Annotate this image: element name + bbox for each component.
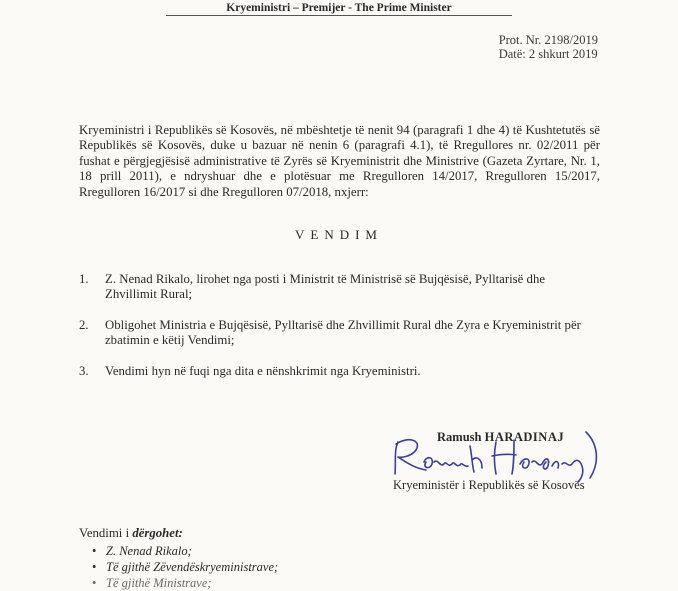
item-number: 3. [79, 364, 89, 378]
signer-title: Kryeministër i Republikës së Kosovës [393, 478, 585, 492]
distribution-label-emphasis: dërgohet: [132, 526, 183, 540]
item-text: Vendimi hyn në fuqi nga dita e nënshkrimit nga Kryeministri. [105, 364, 421, 378]
protocol-block [499, 33, 598, 61]
item-number: 2. [79, 318, 89, 332]
decision-item [79, 272, 600, 303]
office-header [0, 0, 678, 16]
signer-first-name: Ramush [437, 430, 482, 444]
distribution-label [79, 526, 183, 541]
list-item: • Z. Nenad Rikalo; [92, 543, 278, 559]
distribution-label-prefix: Vendimi i [79, 526, 133, 540]
protocol-number: Prot. Nr. 2198/2019 [498, 33, 598, 47]
decision-title: VENDIM [295, 227, 383, 242]
list-item: • Të gjithë Ministrave; [92, 575, 278, 591]
recipient-list [92, 543, 278, 591]
office-header-text: Kryeministri – Premijer - The Prime Minister [166, 2, 511, 16]
handwritten-signature [386, 428, 606, 484]
item-number: 1. [79, 272, 89, 286]
protocol-date: Datë: 2 shkurt 2019 [498, 47, 598, 61]
item-text: Obligohet Ministria e Bujqësisë, Pylltarisë dhe Zhvillimit Rural dhe Zyra e Kryeministrit për zbatimin e këtij Vendimi; [105, 318, 581, 348]
intro-paragraph: Kryeministri i Republikës së Kosovës, në mbështetje të nenit 94 (paragrafi 1 dhe 4) të Kushtetutës së Republikës së Kosovës, duke u bazuar në nenin 6 (paragrafi 4.1), të Rregullores nr. 02/2011 për fushat e përgjegjësisë administrative të Zyrës së Kryeministrit dhe Ministrive (Gazeta Zyrtare, Nr. 1, 18 prill 2011), e ndryshuar dhe e plotësuar me Rregulloren 14/2017, Rregulloren 15/2017, Rregulloren 16/2017 si dhe Rregulloren 07/2018, nxjerr: [79, 123, 600, 199]
signer-surname: HARADINAJ [484, 430, 565, 444]
item-text: Z. Nenad Rikalo, lirohet nga posti i Ministrit të Ministrisë së Bujqësisë, Pylltarisë dhe Zhvillimit Rural; [105, 272, 546, 302]
list-item: • Të gjithë Zëvendëskryeministrave; [92, 559, 278, 575]
decision-item [79, 318, 600, 349]
decision-item [79, 364, 600, 379]
